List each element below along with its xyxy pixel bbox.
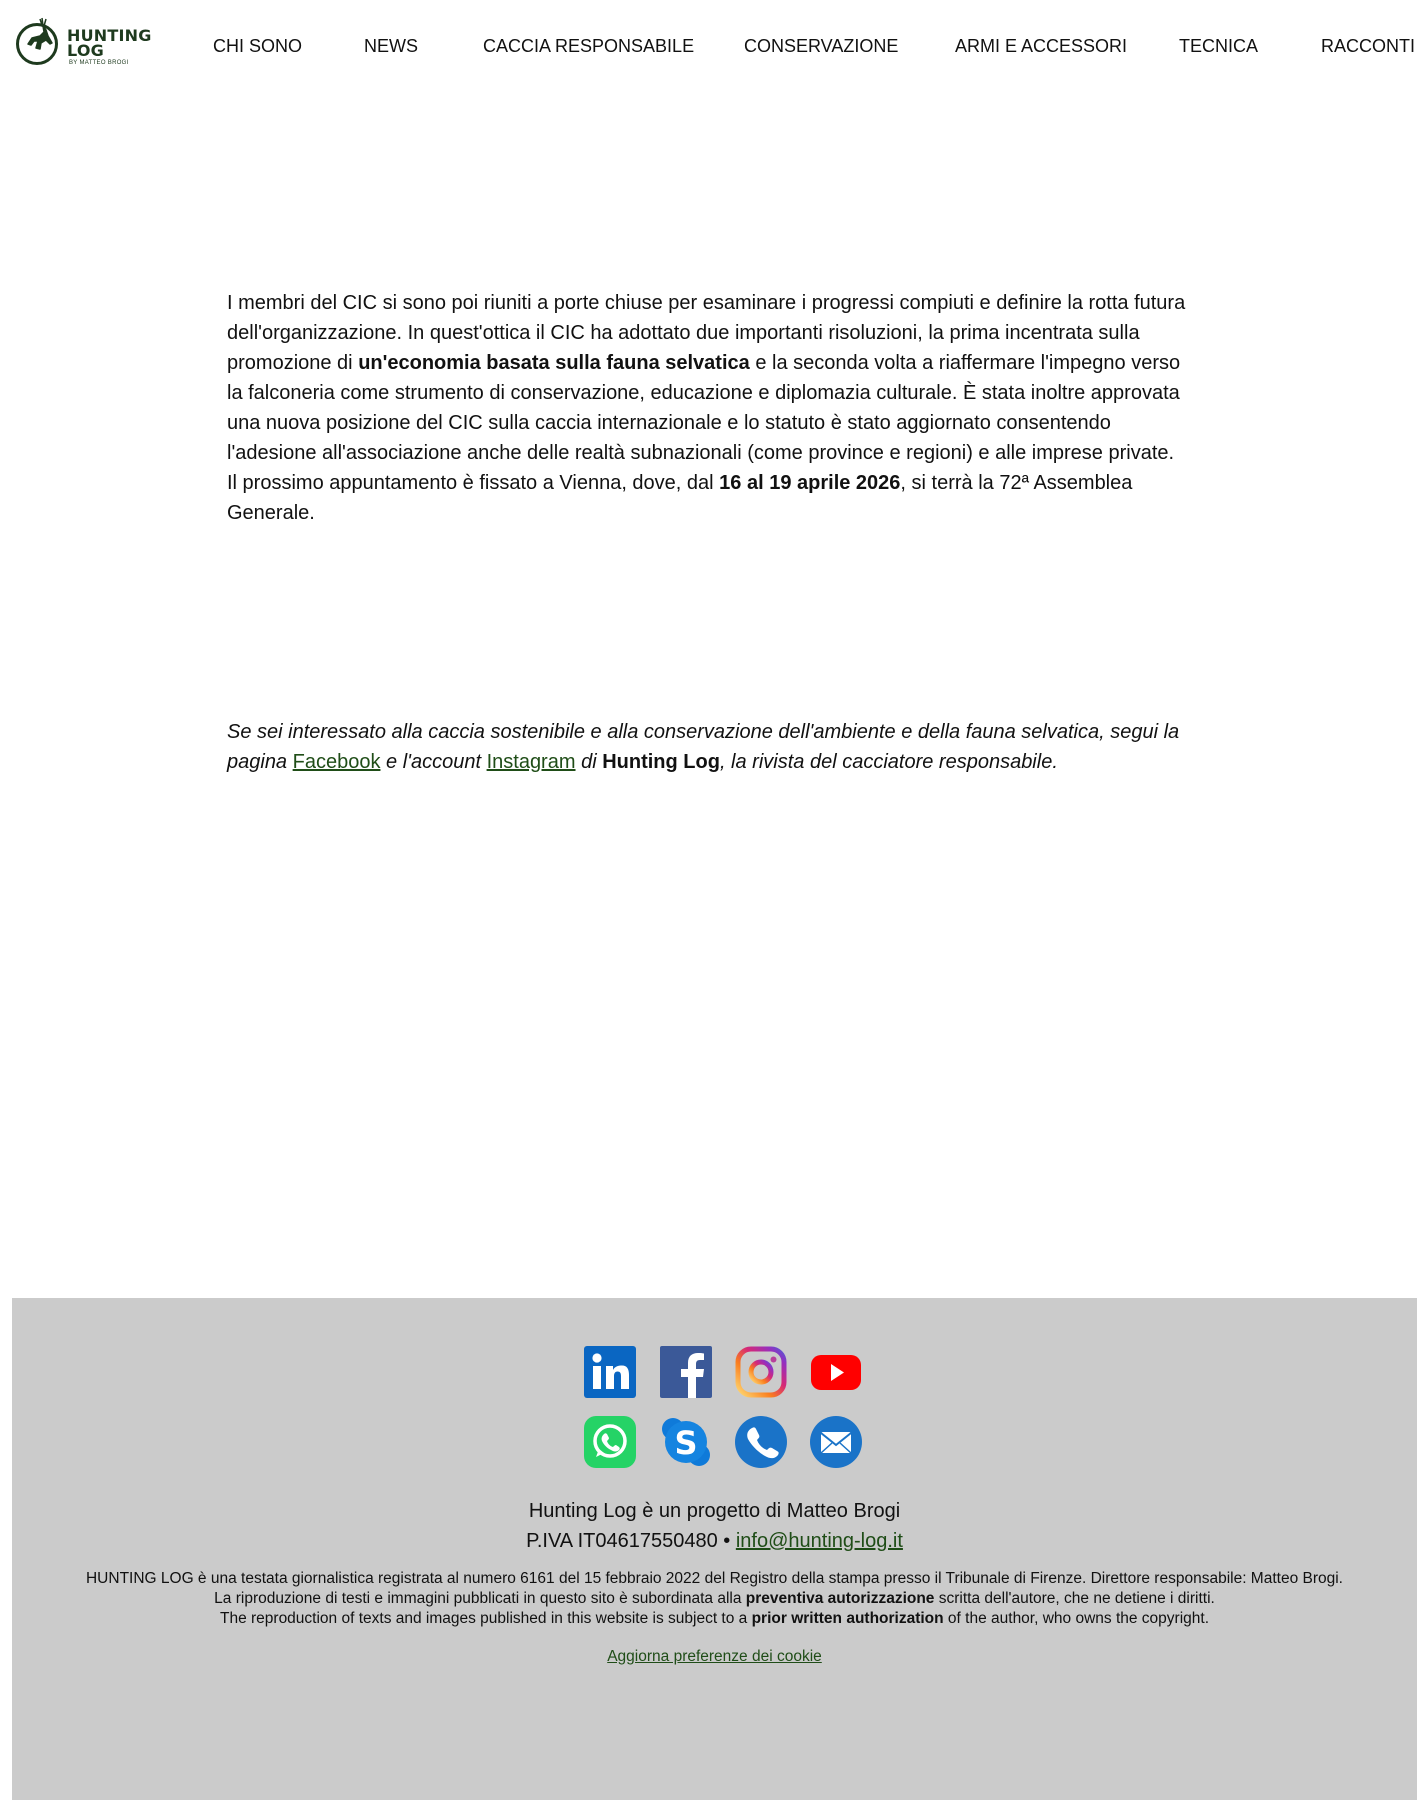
legal-line: HUNTING LOG è una testata giornalistica registrata al numero 6161 del 15 febbraio 2022 del Registro della stampa presso il Tribunale di Firenze. Direttore responsabile: Matteo Brogi. — [85, 1570, 1343, 1587]
cookie-preferences-link[interactable]: Aggiorna preferenze dei cookie — [607, 1648, 822, 1665]
legal-text: The reproduction of texts and images published in this website is subject to a — [219, 1610, 752, 1627]
linkedin-icon[interactable] — [584, 1346, 636, 1398]
legal-line — [12, 1589, 1417, 1609]
article-paragraph — [227, 288, 1187, 528]
paragraph-text: , si terrà la 72ª Assemblea Generale. — [227, 472, 1133, 524]
vat-number: P.IVA IT04617550480 • — [526, 1530, 736, 1552]
nav-item-news[interactable]: NEWS — [364, 36, 418, 56]
paragraph-text: I membri del CIC si sono poi riuniti a porte chiuse per esaminare i progressi compiuti e definire la rotta futura dell'organizzazione. In quest'ottica il CIC ha adottato due importanti risoluzioni, la prima incentrata sulla promozione di — [227, 292, 1186, 374]
legal-line — [12, 1609, 1417, 1629]
facebook-icon[interactable] — [660, 1346, 712, 1398]
skype-icon[interactable] — [660, 1416, 712, 1468]
instagram-link[interactable]: Instagram — [486, 751, 576, 773]
site-footer — [12, 1298, 1417, 1800]
logo-subtitle: BY MATTEO BROGI — [69, 60, 129, 66]
bold-text: 16 al 19 aprile 2026 — [719, 472, 901, 494]
youtube-icon[interactable] — [810, 1346, 862, 1398]
email-link[interactable]: info@hunting-log.it — [735, 1530, 903, 1552]
legal-text: La riproduzione di testi e immagini pubblicati in questo sito è subordinata alla — [214, 1590, 746, 1607]
legal-text: scritta dell'autore, che ne detiene i diritti. — [934, 1590, 1215, 1607]
site-header — [0, 0, 1428, 94]
paragraph-text: , la rivista del cacciatore responsabile. — [719, 751, 1058, 773]
logo-title-line1: HUNTING — [67, 26, 152, 45]
paragraph-text: di — [575, 751, 603, 773]
nav-item-caccia-responsabile[interactable]: CACCIA RESPONSABILE — [483, 36, 695, 56]
cookie-settings-container — [12, 1647, 1417, 1667]
bold-text: Hunting Log — [602, 751, 720, 773]
phone-icon[interactable] — [735, 1416, 787, 1468]
nav-item-armi-e-accessori[interactable]: ARMI E ACCESSORI — [955, 36, 1128, 56]
logo-title-line2: LOG — [67, 41, 104, 60]
paragraph-text: e l'account — [380, 751, 487, 773]
facebook-link[interactable]: Facebook — [292, 751, 381, 773]
nav-item-conservazione[interactable]: CONSERVAZIONE — [744, 36, 899, 56]
email-icon[interactable] — [810, 1416, 862, 1468]
nav-item-racconti[interactable]: RACCONTI — [1321, 36, 1415, 56]
bold-text: un'economia basata sulla fauna selvatica — [358, 352, 750, 374]
social-icons — [574, 1346, 864, 1466]
vat-line — [12, 1527, 1417, 1555]
instagram-icon[interactable] — [735, 1346, 787, 1398]
nav-item-chi-sono[interactable]: CHI SONO — [213, 36, 303, 56]
legal-notice — [12, 1569, 1417, 1629]
whatsapp-icon[interactable] — [584, 1416, 636, 1468]
project-credit: Hunting Log è un progetto di Matteo Brogi — [528, 1500, 901, 1522]
follow-us-paragraph — [227, 717, 1187, 777]
svg-text:S: S — [674, 1424, 698, 1462]
bold-text: preventiva autorizzazione — [745, 1590, 935, 1607]
main-nav — [0, 34, 1428, 58]
bold-text: prior written authorization — [751, 1610, 944, 1627]
paragraph-text: Se sei interessato alla caccia sostenibile e alla conservazione dell'ambiente e della fauna selvatica, segui la pagina — [227, 721, 1180, 773]
paragraph-text: e la seconda volta a riaffermare l'impegno verso la falconeria come strumento di conservazione, educazione e diplomazia culturale. È stata inoltre approvata una nuova posizione del CIC sulla caccia internazionale e lo statuto è stato aggiornato consentendo l'adesione all'associazione anche delle realtà subnazionali (come province e regioni) e alle imprese private. Il prossimo appuntamento è fissato a Vienna, dove, dal — [227, 352, 1181, 494]
legal-text: of the author, who owns the copyright. — [943, 1610, 1210, 1627]
nav-item-tecnica[interactable]: TECNICA — [1179, 36, 1259, 56]
